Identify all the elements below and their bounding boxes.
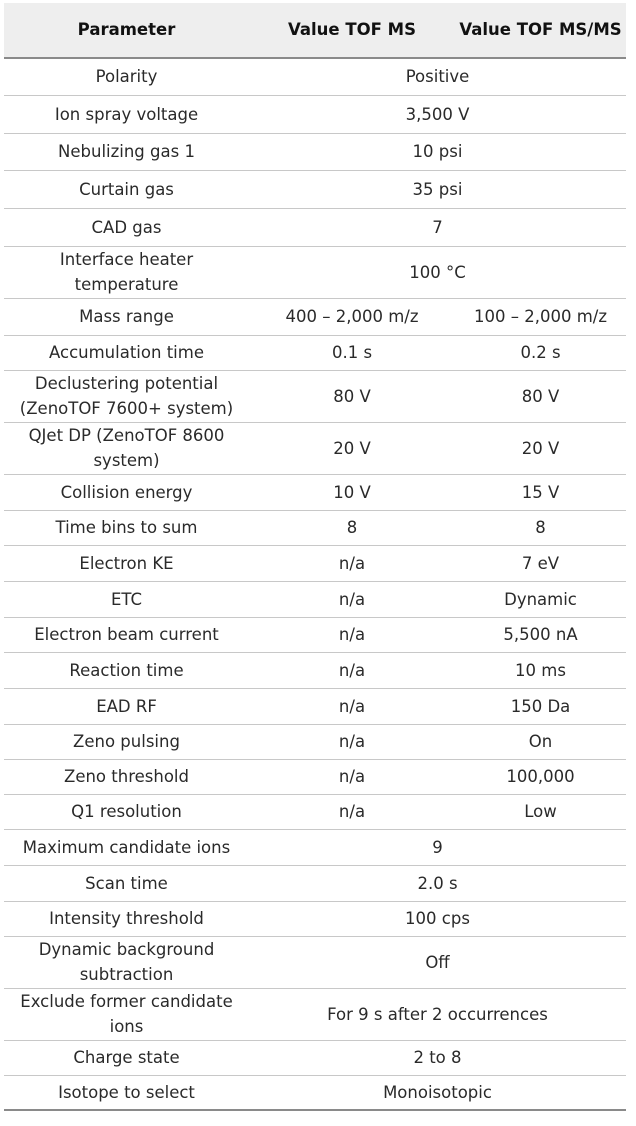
table-row: [4, 794, 626, 829]
table-header: [4, 3, 626, 58]
header-parameter: Parameter: [4, 3, 249, 58]
tof-msms-value-cell: 8: [455, 510, 626, 545]
table-row: [4, 581, 626, 617]
tof-msms-value-cell: 0.2 s: [455, 335, 626, 370]
table-row: [4, 422, 626, 474]
tof-ms-value-cell: 400 – 2,000 m/z: [249, 298, 455, 335]
shared-value-cell: For 9 s after 2 occurrences: [249, 988, 626, 1040]
tof-ms-value-cell: n/a: [249, 581, 455, 617]
tof-ms-value-cell: 80 V: [249, 370, 455, 422]
table-row: [4, 298, 626, 335]
tof-ms-value-cell: n/a: [249, 688, 455, 724]
tof-msms-value-cell: Dynamic: [455, 581, 626, 617]
parameter-cell: Polarity: [4, 58, 249, 95]
table-row: [4, 829, 626, 865]
tof-ms-value-cell: n/a: [249, 652, 455, 688]
parameter-cell: Dynamic background subtraction: [4, 936, 249, 988]
table-row: [4, 1040, 626, 1075]
parameter-cell: Collision energy: [4, 474, 249, 510]
parameter-cell: CAD gas: [4, 208, 249, 246]
parameter-cell: Q1 resolution: [4, 794, 249, 829]
tof-ms-value-cell: 20 V: [249, 422, 455, 474]
table-row: [4, 724, 626, 759]
tof-msms-value-cell: 80 V: [455, 370, 626, 422]
table-row: [4, 865, 626, 901]
tof-ms-value-cell: 8: [249, 510, 455, 545]
parameter-cell: Time bins to sum: [4, 510, 249, 545]
shared-value-cell: 7: [249, 208, 626, 246]
parameter-cell: Zeno threshold: [4, 759, 249, 794]
table-row: [4, 95, 626, 133]
shared-value-cell: 2.0 s: [249, 865, 626, 901]
tof-msms-value-cell: Low: [455, 794, 626, 829]
parameter-cell: Mass range: [4, 298, 249, 335]
table-row: [4, 1075, 626, 1110]
parameter-cell: Electron beam current: [4, 617, 249, 652]
parameters-table: [4, 3, 626, 1111]
tof-msms-value-cell: 100 – 2,000 m/z: [455, 298, 626, 335]
tof-ms-value-cell: n/a: [249, 617, 455, 652]
shared-value-cell: 10 psi: [249, 133, 626, 170]
shared-value-cell: Off: [249, 936, 626, 988]
shared-value-cell: Monoisotopic: [249, 1075, 626, 1110]
parameter-cell: QJet DP (ZenoTOF 8600 system): [4, 422, 249, 474]
table-row: [4, 901, 626, 936]
shared-value-cell: 35 psi: [249, 170, 626, 208]
tof-msms-value-cell: On: [455, 724, 626, 759]
table-row: [4, 652, 626, 688]
parameter-cell: Intensity threshold: [4, 901, 249, 936]
tof-ms-value-cell: 0.1 s: [249, 335, 455, 370]
tof-msms-value-cell: 7 eV: [455, 545, 626, 581]
parameter-cell: Curtain gas: [4, 170, 249, 208]
table-row: [4, 246, 626, 298]
tof-ms-value-cell: 10 V: [249, 474, 455, 510]
tof-msms-value-cell: 10 ms: [455, 652, 626, 688]
table-row: [4, 474, 626, 510]
tof-msms-value-cell: 20 V: [455, 422, 626, 474]
parameter-cell: Reaction time: [4, 652, 249, 688]
parameter-cell: Nebulizing gas 1: [4, 133, 249, 170]
table-row: [4, 370, 626, 422]
tof-ms-value-cell: n/a: [249, 794, 455, 829]
parameter-cell: Exclude former candidate ions: [4, 988, 249, 1040]
table-row: [4, 510, 626, 545]
shared-value-cell: 3,500 V: [249, 95, 626, 133]
parameter-cell: Charge state: [4, 1040, 249, 1075]
shared-value-cell: 9: [249, 829, 626, 865]
parameter-cell: Accumulation time: [4, 335, 249, 370]
parameter-cell: Isotope to select: [4, 1075, 249, 1110]
tof-msms-value-cell: 5,500 nA: [455, 617, 626, 652]
parameter-cell: Interface heater temperature: [4, 246, 249, 298]
shared-value-cell: 100 °C: [249, 246, 626, 298]
table-row: [4, 133, 626, 170]
tof-ms-value-cell: n/a: [249, 759, 455, 794]
table-row: [4, 58, 626, 95]
shared-value-cell: 100 cps: [249, 901, 626, 936]
tof-msms-value-cell: 100,000: [455, 759, 626, 794]
parameter-cell: EAD RF: [4, 688, 249, 724]
table-row: [4, 335, 626, 370]
parameter-cell: Zeno pulsing: [4, 724, 249, 759]
shared-value-cell: 2 to 8: [249, 1040, 626, 1075]
tof-msms-value-cell: 15 V: [455, 474, 626, 510]
parameter-cell: Maximum candidate ions: [4, 829, 249, 865]
tof-msms-value-cell: 150 Da: [455, 688, 626, 724]
table-body: [4, 58, 626, 1110]
table-row: [4, 170, 626, 208]
parameter-cell: Scan time: [4, 865, 249, 901]
header-value-tof-msms: Value TOF MS/MS: [455, 3, 626, 58]
table-row: [4, 208, 626, 246]
parameter-cell: Ion spray voltage: [4, 95, 249, 133]
header-row: [4, 3, 626, 58]
header-value-tof-ms: Value TOF MS: [249, 3, 455, 58]
table-row: [4, 936, 626, 988]
table-row: [4, 617, 626, 652]
shared-value-cell: Positive: [249, 58, 626, 95]
table-row: [4, 545, 626, 581]
table-row: [4, 688, 626, 724]
tof-ms-value-cell: n/a: [249, 724, 455, 759]
table-row: [4, 759, 626, 794]
parameter-cell: Electron KE: [4, 545, 249, 581]
tof-ms-value-cell: n/a: [249, 545, 455, 581]
parameter-cell: Declustering potential (ZenoTOF 7600+ system): [4, 370, 249, 422]
parameter-cell: ETC: [4, 581, 249, 617]
table-row: [4, 988, 626, 1040]
